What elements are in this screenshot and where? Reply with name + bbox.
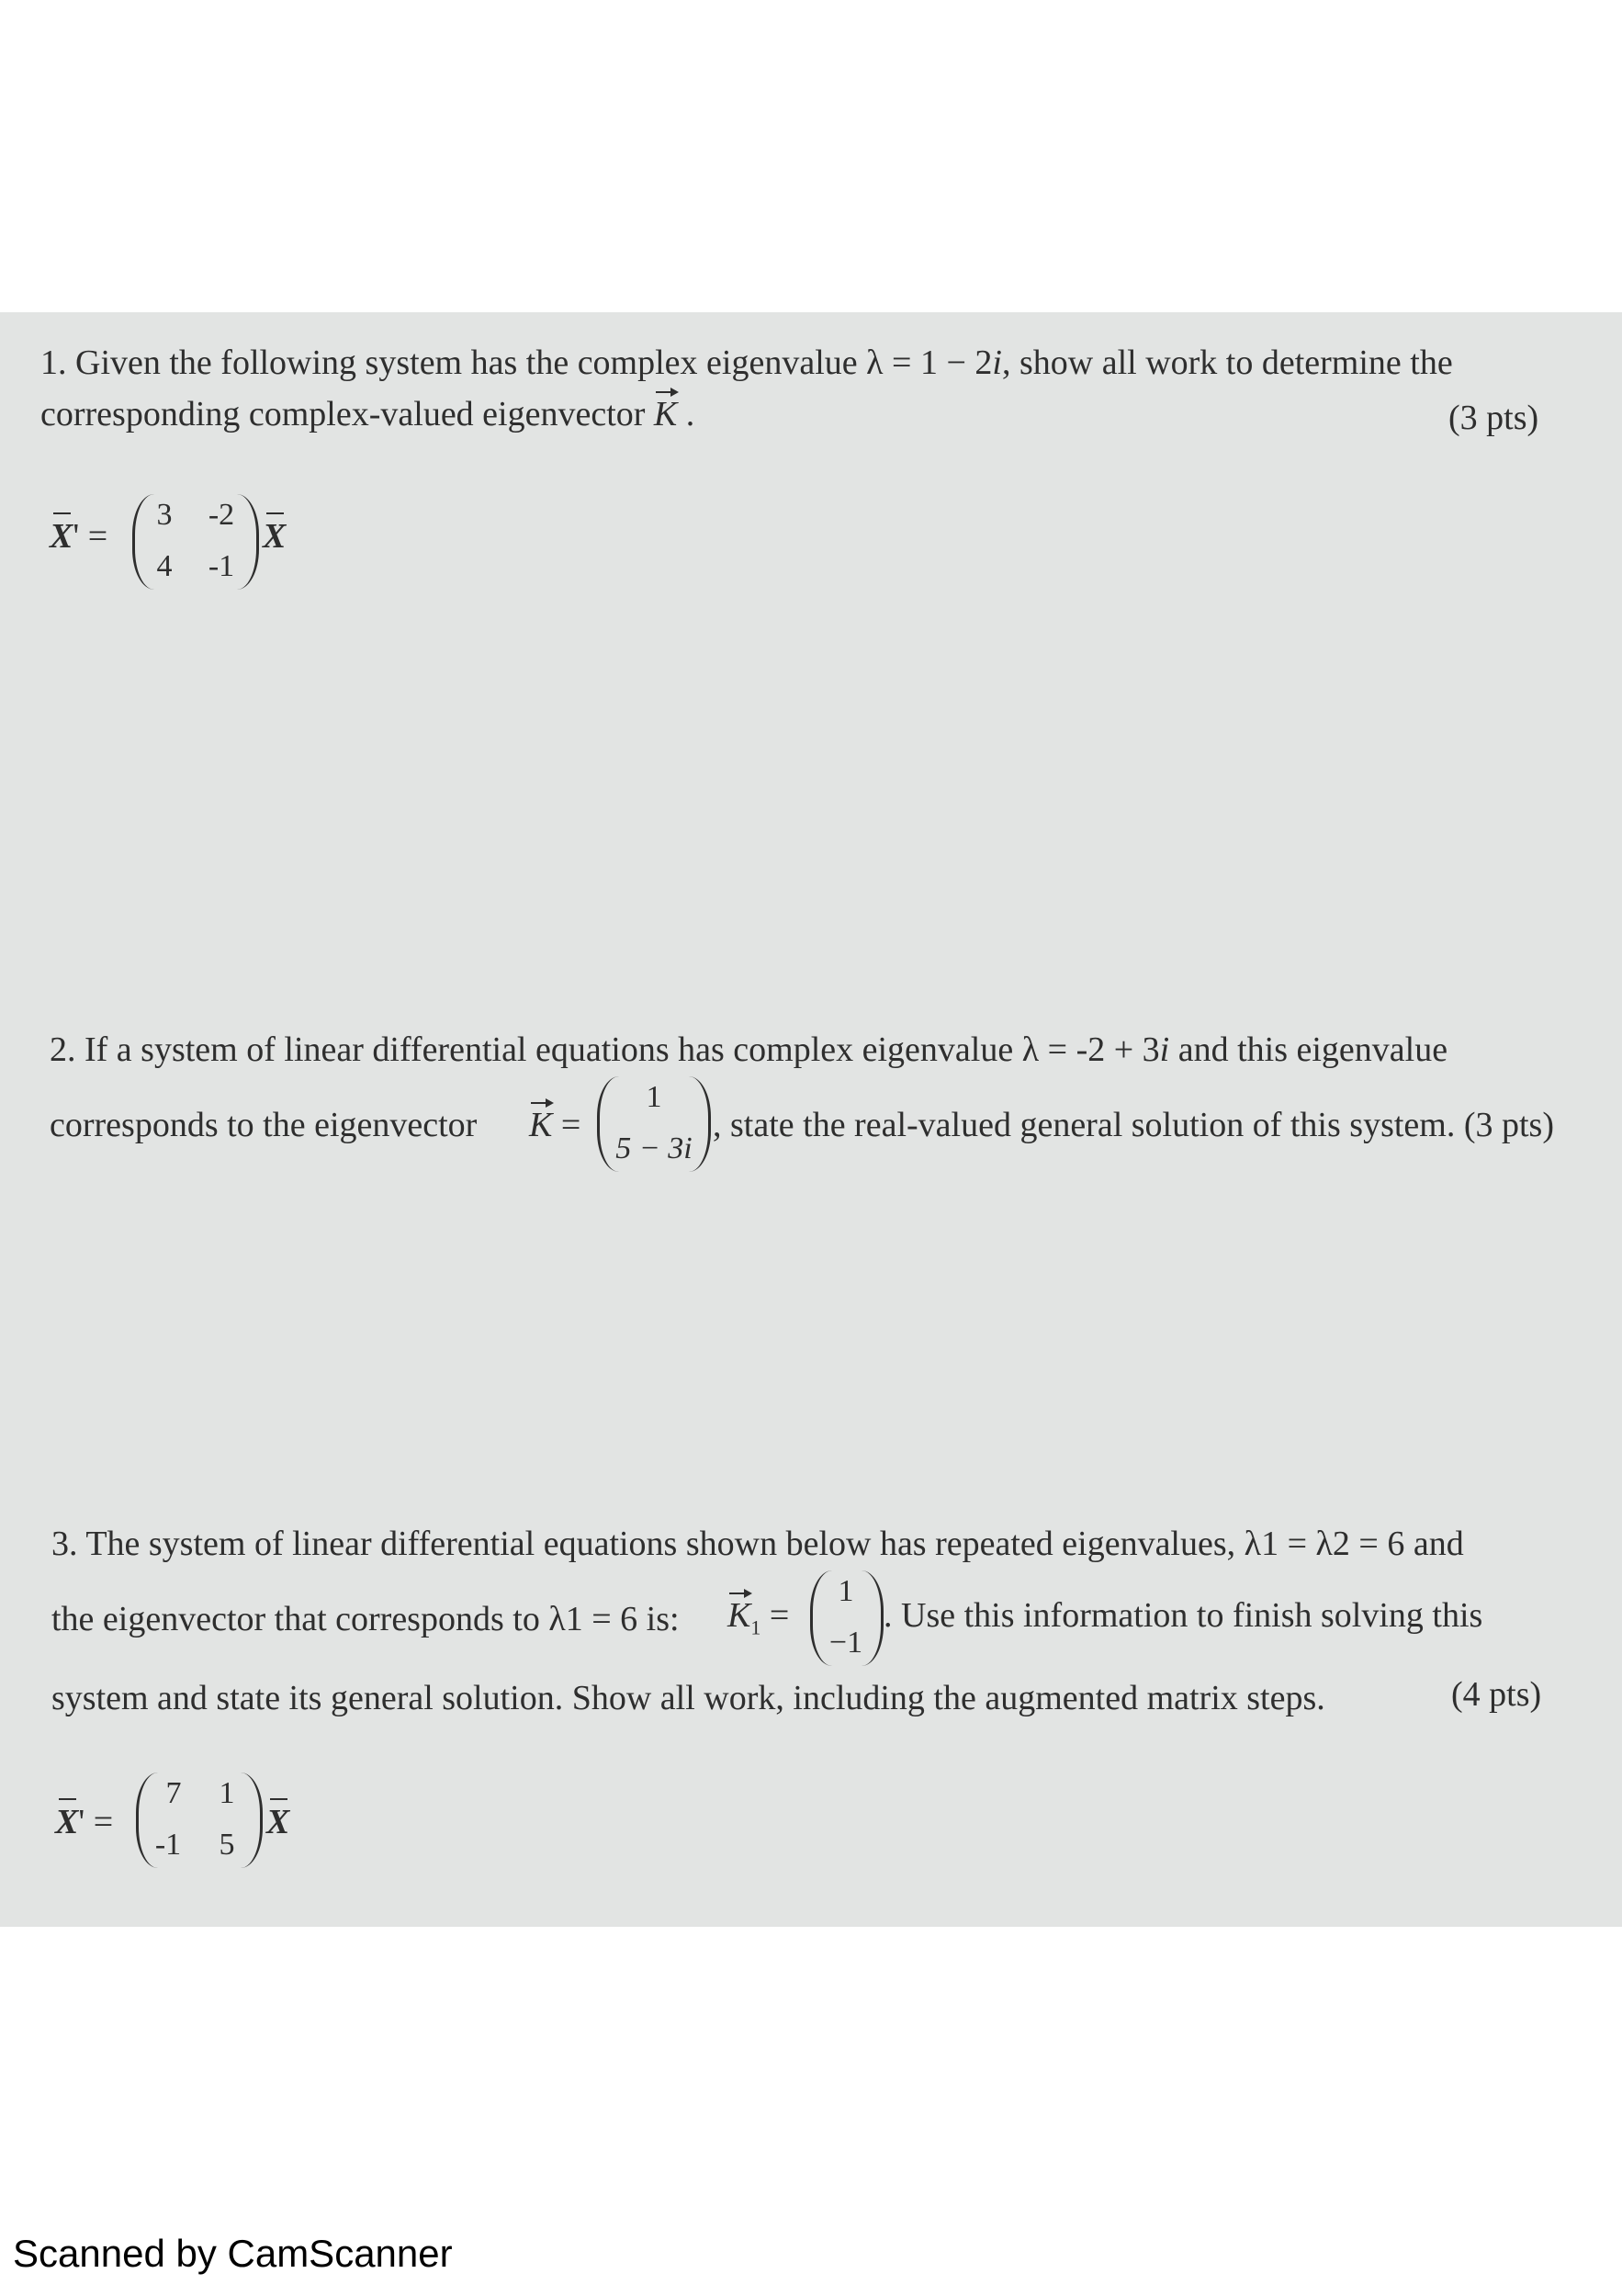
q2-vector: [597, 1076, 711, 1172]
q1-points: (3 pts): [1448, 399, 1539, 437]
q2-line-1: 2. If a system of linear differential equations has complex eigenvalue λ = -2 + 3i and this eigenvalue: [50, 1030, 1448, 1069]
q1-matrix-a21: 4: [156, 549, 173, 583]
q3-line-1: 3. The system of linear differential equations shown below has repeated eigenvalues, λ1 = λ2 = 6 and: [51, 1525, 1464, 1563]
q1-line-2: corresponding complex-valued eigenvector K .: [40, 395, 695, 433]
q3-equation: X' =: [55, 1803, 114, 1841]
scanner-watermark: Scanned by CamScanner: [13, 2232, 453, 2275]
q3-matrix-a12: 1: [219, 1776, 235, 1810]
q3-matrix-a11: 7: [165, 1776, 182, 1810]
vector-k: K: [653, 395, 678, 433]
q3-vector-2: −1: [828, 1626, 863, 1660]
q2-vector-2: 5 − 3i: [615, 1131, 693, 1165]
q2-line-2a: corresponds to the eigenvector: [50, 1106, 478, 1144]
q3-line-2b: . Use this information to finish solving this: [884, 1596, 1483, 1635]
q3-line-2a: the eigenvector that corresponds to λ1 = 6 is:: [51, 1600, 680, 1638]
q1-matrix-a12: -2: [208, 498, 235, 532]
q3-matrix-a21: -1: [154, 1828, 182, 1862]
q3-vector: [810, 1570, 884, 1666]
q2-line-2b: , state the real-valued general solution of this system. (3 pts): [713, 1106, 1554, 1144]
q1-matrix-a22: -1: [208, 549, 235, 583]
q1-rhs: X: [263, 517, 287, 556]
q1-line-1: 1. Given the following system has the complex eigenvalue λ = 1 − 2i, show all work to determine the: [40, 343, 1453, 382]
q2-vector-1: 1: [646, 1080, 662, 1114]
q3-eigenvector-label: $K_1$ =: [727, 1596, 790, 1639]
q3-matrix: [136, 1773, 263, 1868]
q1-equation: X' =: [50, 517, 108, 556]
q3-points: (4 pts): [1451, 1675, 1542, 1714]
q3-line-3: system and state its general solution. Show all work, including the augmented matrix steps.: [51, 1679, 1325, 1717]
q2-eigenvector-label: K =: [529, 1106, 581, 1144]
scanned-page: [0, 312, 1622, 1927]
q3-matrix-a22: 5: [219, 1828, 235, 1862]
q3-rhs: X: [266, 1803, 290, 1841]
q1-matrix-a11: 3: [156, 498, 173, 532]
q1-matrix: [132, 494, 259, 590]
q3-vector-1: 1: [838, 1574, 854, 1608]
